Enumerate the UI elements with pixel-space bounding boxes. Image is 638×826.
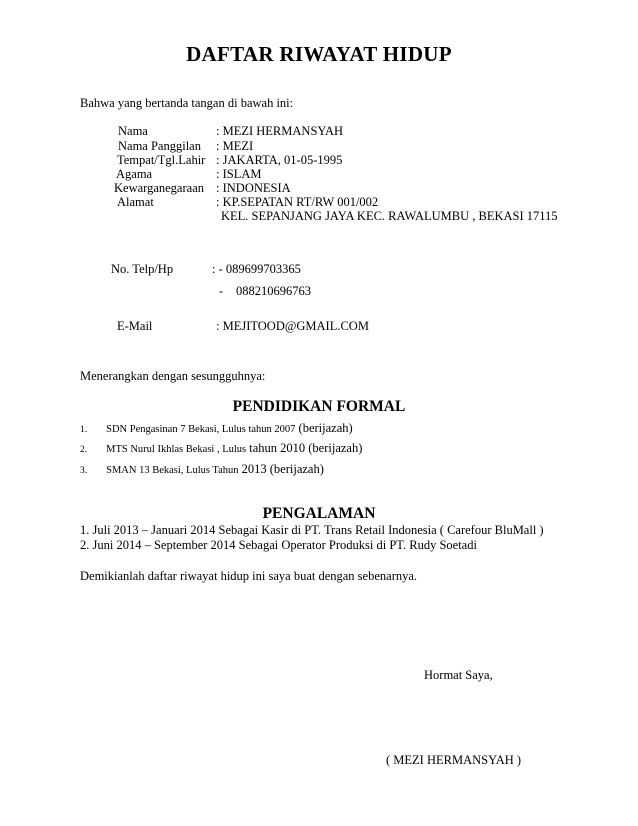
education-item-text: SMAN 13 Bekasi, Lulus Tahun	[106, 465, 239, 476]
panggilan-value: : MEZI	[216, 139, 254, 153]
education-item-number: 1.	[80, 425, 88, 435]
kewarganegaraan-label: Kewarganegaraan	[114, 181, 204, 195]
education-item-note: 2013 (berijazah)	[238, 462, 324, 476]
experience-heading: PENGALAMAN	[262, 505, 376, 522]
ttl-value: : JAKARTA, 01-05-1995	[216, 153, 343, 167]
education-item-text: MTS Nurul Ikhlas Bekasi , Lulus	[106, 444, 247, 455]
signature-name: ( MEZI HERMANSYAH )	[386, 753, 522, 767]
email-label: E-Mail	[117, 319, 153, 333]
education-item-note: tahun 2010 (berijazah)	[246, 441, 363, 455]
education-item-number: 3.	[80, 466, 88, 476]
ttl-label: Tempat/Tgl.Lahir	[117, 153, 206, 167]
page-title: DAFTAR RIWAYAT HIDUP	[186, 42, 452, 66]
telp-value-2: 088210696763	[236, 284, 311, 298]
email-value: : MEJITOOD@GMAIL.COM	[216, 319, 369, 333]
intro-text: Bahwa yang bertanda tangan di bawah ini:	[80, 96, 294, 110]
agama-value: : ISLAM	[216, 167, 262, 181]
education-item-number: 2.	[80, 445, 88, 455]
experience-item: 2. Juni 2014 – September 2014 Sebagai Operator Produksi di PT. Rudy Soetadi	[80, 538, 477, 552]
education-item	[80, 460, 324, 478]
education-item	[80, 419, 353, 437]
experience-item: 1. Juli 2013 – Januari 2014 Sebagai Kasir di PT. Trans Retail Indonesia ( Carefour BluMall )	[80, 523, 544, 537]
education-item	[80, 439, 362, 457]
nama-value: : MEZI HERMANSYAH	[216, 124, 344, 138]
alamat-value-line1: : KP.SEPATAN RT/RW 001/002	[216, 195, 379, 209]
statement-text: Menerangkan dengan sesungguhnya:	[80, 369, 266, 383]
education-heading: PENDIDIKAN FORMAL	[232, 398, 406, 415]
closing-text: Demikianlah daftar riwayat hidup ini saya buat dengan sebenarnya.	[80, 569, 418, 583]
alamat-label: Alamat	[117, 195, 154, 209]
panggilan-label: Nama Panggilan	[118, 139, 201, 153]
education-item-note: (berijazah)	[295, 421, 353, 435]
alamat-value-line2: KEL. SEPANJANG JAYA KEC. RAWALUMBU , BEKASI 17115	[221, 209, 558, 223]
telp-value-1: : - 089699703365	[212, 262, 301, 276]
nama-label: Nama	[118, 124, 148, 138]
agama-label: Agama	[116, 167, 153, 181]
kewarganegaraan-value: : INDONESIA	[216, 181, 291, 195]
telp-label: No. Telp/Hp	[111, 262, 174, 276]
signature-greeting: Hormat Saya,	[424, 668, 493, 682]
education-item-text: SDN Pengasinan 7 Bekasi, Lulus tahun 2007	[106, 424, 296, 435]
telp-value-2-dash: -	[219, 284, 224, 298]
